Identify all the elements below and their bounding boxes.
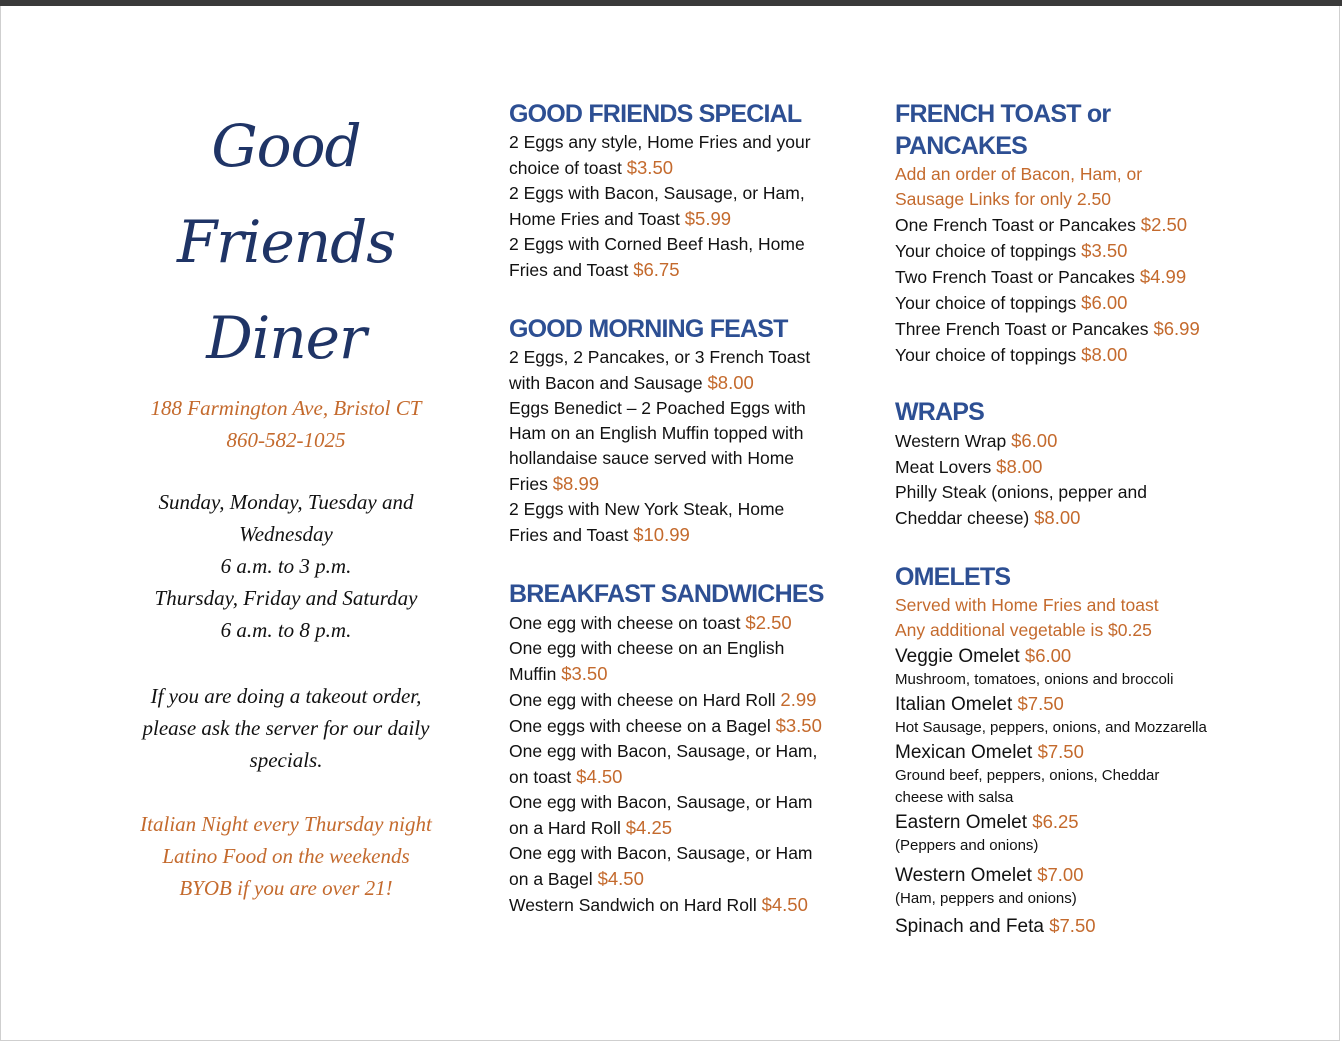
price: $4.50 [597, 868, 644, 889]
item-text: choice of toast [509, 158, 622, 178]
menu-item [895, 316, 1240, 342]
item-text: One egg with Bacon, Sausage, or Ham [509, 843, 813, 863]
omelet-description: Hot Sausage, peppers, onions, and Mozzarella [895, 719, 1207, 736]
item-text: Your choice of toppings [895, 293, 1077, 313]
item-text: Eastern Omelet [895, 812, 1027, 833]
price: $7.50 [1037, 741, 1084, 762]
item-text: One egg with cheese on toast [509, 613, 741, 633]
phone: 860-582-1025 [226, 428, 346, 452]
item-text: Your choice of toppings [895, 345, 1077, 365]
menu-item [509, 345, 849, 396]
omelet-description: Ground beef, peppers, onions, Cheddar [895, 767, 1160, 784]
price: $3.50 [775, 715, 822, 736]
section-note: Add an order of Bacon, Ham, or [895, 164, 1143, 184]
price: 2.99 [780, 689, 817, 710]
restaurant-name-line1: Good Friends [176, 112, 396, 276]
item-text: Fries and Toast [509, 260, 629, 280]
menu-item [509, 739, 849, 790]
price: $8.00 [996, 456, 1043, 477]
item-text: One eggs with cheese on a Bagel [509, 716, 771, 736]
menu-item [895, 212, 1240, 238]
omelet-item [895, 643, 1240, 669]
item-text: Western Wrap [895, 431, 1007, 451]
price: $7.00 [1037, 864, 1084, 885]
item-text: Philly Steak (onions, pepper and [895, 482, 1147, 502]
price: $6.75 [633, 259, 680, 280]
omelet-description: (Peppers and onions) [895, 837, 1039, 854]
item-text: 2 Eggs with New York Steak, Home [509, 499, 785, 519]
price: $2.50 [745, 612, 792, 633]
menu-item [895, 264, 1240, 290]
section-heading: FRENCH TOAST or PANCAKES [895, 100, 1111, 160]
price: $6.99 [1153, 318, 1200, 339]
menu-item [509, 790, 849, 841]
section-heading: BREAKFAST SANDWICHES [509, 580, 824, 608]
price: $6.25 [1032, 811, 1079, 832]
omelet-description: (Ham, peppers and onions) [895, 890, 1077, 907]
restaurant-name-line2: Diner [206, 304, 366, 372]
hours-line: Thursday, Friday and Saturday [154, 586, 418, 610]
menu-item [509, 892, 849, 918]
omelet-item [895, 739, 1240, 765]
item-text: on a Hard Roll [509, 818, 621, 838]
item-text: Fries [509, 474, 548, 494]
item-text: One French Toast or Pancakes [895, 215, 1136, 235]
item-text: 2 Eggs any style, Home Fries and your [509, 132, 811, 152]
hours-line: Wednesday [239, 522, 333, 546]
section-note: Sausage Links for only 2.50 [895, 189, 1111, 209]
item-text: Western Omelet [895, 865, 1032, 886]
takeout-note: If you are doing a takeout order, [150, 684, 422, 708]
menu-column-right [895, 98, 1240, 939]
price: $8.00 [707, 372, 754, 393]
price: $3.50 [626, 157, 674, 178]
omelet-item [895, 862, 1240, 888]
price: $6.00 [1011, 430, 1058, 451]
special-note: Latino Food on the weekends [162, 844, 410, 868]
menu-item [895, 238, 1240, 264]
item-text: hollandaise sauce served with Home [509, 448, 795, 468]
item-text: 2 Eggs, 2 Pancakes, or 3 French Toast [509, 347, 811, 367]
price: $8.00 [1034, 507, 1081, 528]
restaurant-info [121, 98, 451, 904]
item-text: Home Fries and Toast [509, 209, 680, 229]
item-text: with Bacon and Sausage [509, 373, 703, 393]
price: $7.50 [1049, 915, 1096, 936]
takeout-note: please ask the server for our daily [142, 716, 430, 740]
item-text: Muffin [509, 664, 557, 684]
hours-line: 6 a.m. to 8 p.m. [220, 618, 352, 642]
section-heading: GOOD FRIENDS SPECIAL [509, 100, 802, 128]
menu-item [509, 181, 849, 232]
hours-line: 6 a.m. to 3 p.m. [220, 554, 352, 578]
menu-item [509, 713, 849, 739]
price: $6.00 [1024, 645, 1072, 666]
omelet-item [895, 809, 1240, 835]
menu-page [0, 6, 1340, 1041]
item-text: Your choice of toppings [895, 241, 1077, 261]
special-note: Italian Night every Thursday night [140, 812, 432, 836]
item-text: One egg with cheese on Hard Roll [509, 690, 776, 710]
menu-item [895, 342, 1240, 368]
menu-item [895, 480, 1240, 531]
price: $3.50 [1081, 240, 1128, 261]
item-text: Western Sandwich on Hard Roll [509, 895, 757, 915]
item-text: Cheddar cheese) [895, 508, 1030, 528]
menu-item [509, 687, 849, 713]
item-text: Meat Lovers [895, 457, 992, 477]
price: $8.99 [552, 473, 600, 494]
menu-item [509, 232, 849, 283]
menu-item [509, 130, 849, 181]
item-text: Two French Toast or Pancakes [895, 267, 1135, 287]
item-text: Spinach and Feta [895, 916, 1044, 937]
section-heading: GOOD MORNING FEAST [509, 315, 788, 343]
item-text: on toast [509, 767, 572, 787]
menu-item [895, 290, 1240, 316]
address: 188 Farmington Ave, Bristol CT [150, 396, 422, 420]
menu-item [509, 396, 849, 497]
item-text: Fries and Toast [509, 525, 629, 545]
price: $3.50 [561, 663, 608, 684]
price: $5.99 [684, 208, 732, 229]
menu-item [509, 497, 849, 548]
section-heading: OMELETS [895, 563, 1011, 591]
price: $6.00 [1081, 292, 1128, 313]
item-text: Three French Toast or Pancakes [895, 319, 1149, 339]
section-note: Served with Home Fries and toast [895, 595, 1159, 615]
menu-item [509, 636, 849, 687]
price: $2.50 [1140, 214, 1188, 235]
menu-column-middle [509, 98, 849, 918]
item-text: 2 Eggs with Corned Beef Hash, Home [509, 234, 805, 254]
price: $7.50 [1017, 693, 1064, 714]
price: $8.00 [1081, 344, 1128, 365]
item-text: 2 Eggs with Bacon, Sausage, or Ham, [509, 183, 805, 203]
price: $10.99 [633, 524, 690, 545]
menu-item [509, 841, 849, 892]
section-heading: WRAPS [895, 398, 985, 426]
price: $4.50 [576, 766, 623, 787]
item-text: One egg with Bacon, Sausage, or Ham [509, 792, 813, 812]
item-text: Eggs Benedict – 2 Poached Eggs with [509, 398, 806, 418]
item-text: Ham on an English Muffin topped with [509, 423, 804, 443]
item-text: Mexican Omelet [895, 742, 1033, 763]
menu-item [509, 610, 849, 636]
price: $4.50 [761, 894, 808, 915]
menu-item [895, 428, 1240, 454]
special-note: BYOB if you are over 21! [179, 876, 393, 900]
omelet-description: Mushroom, tomatoes, onions and broccoli [895, 671, 1174, 688]
item-text: Veggie Omelet [895, 646, 1020, 667]
item-text: on a Bagel [509, 869, 593, 889]
price: $4.99 [1139, 266, 1187, 287]
item-text: One egg with cheese on an English [509, 638, 785, 658]
omelet-item [895, 913, 1240, 939]
item-text: One egg with Bacon, Sausage, or Ham, [509, 741, 818, 761]
omelet-item [895, 691, 1240, 717]
omelet-description: cheese with salsa [895, 789, 1014, 806]
price: $4.25 [625, 817, 673, 838]
item-text: Italian Omelet [895, 694, 1013, 715]
menu-item [895, 454, 1240, 480]
section-note: Any additional vegetable is $0.25 [895, 620, 1152, 640]
hours-line: Sunday, Monday, Tuesday and [158, 490, 414, 514]
takeout-note: specials. [249, 748, 323, 772]
